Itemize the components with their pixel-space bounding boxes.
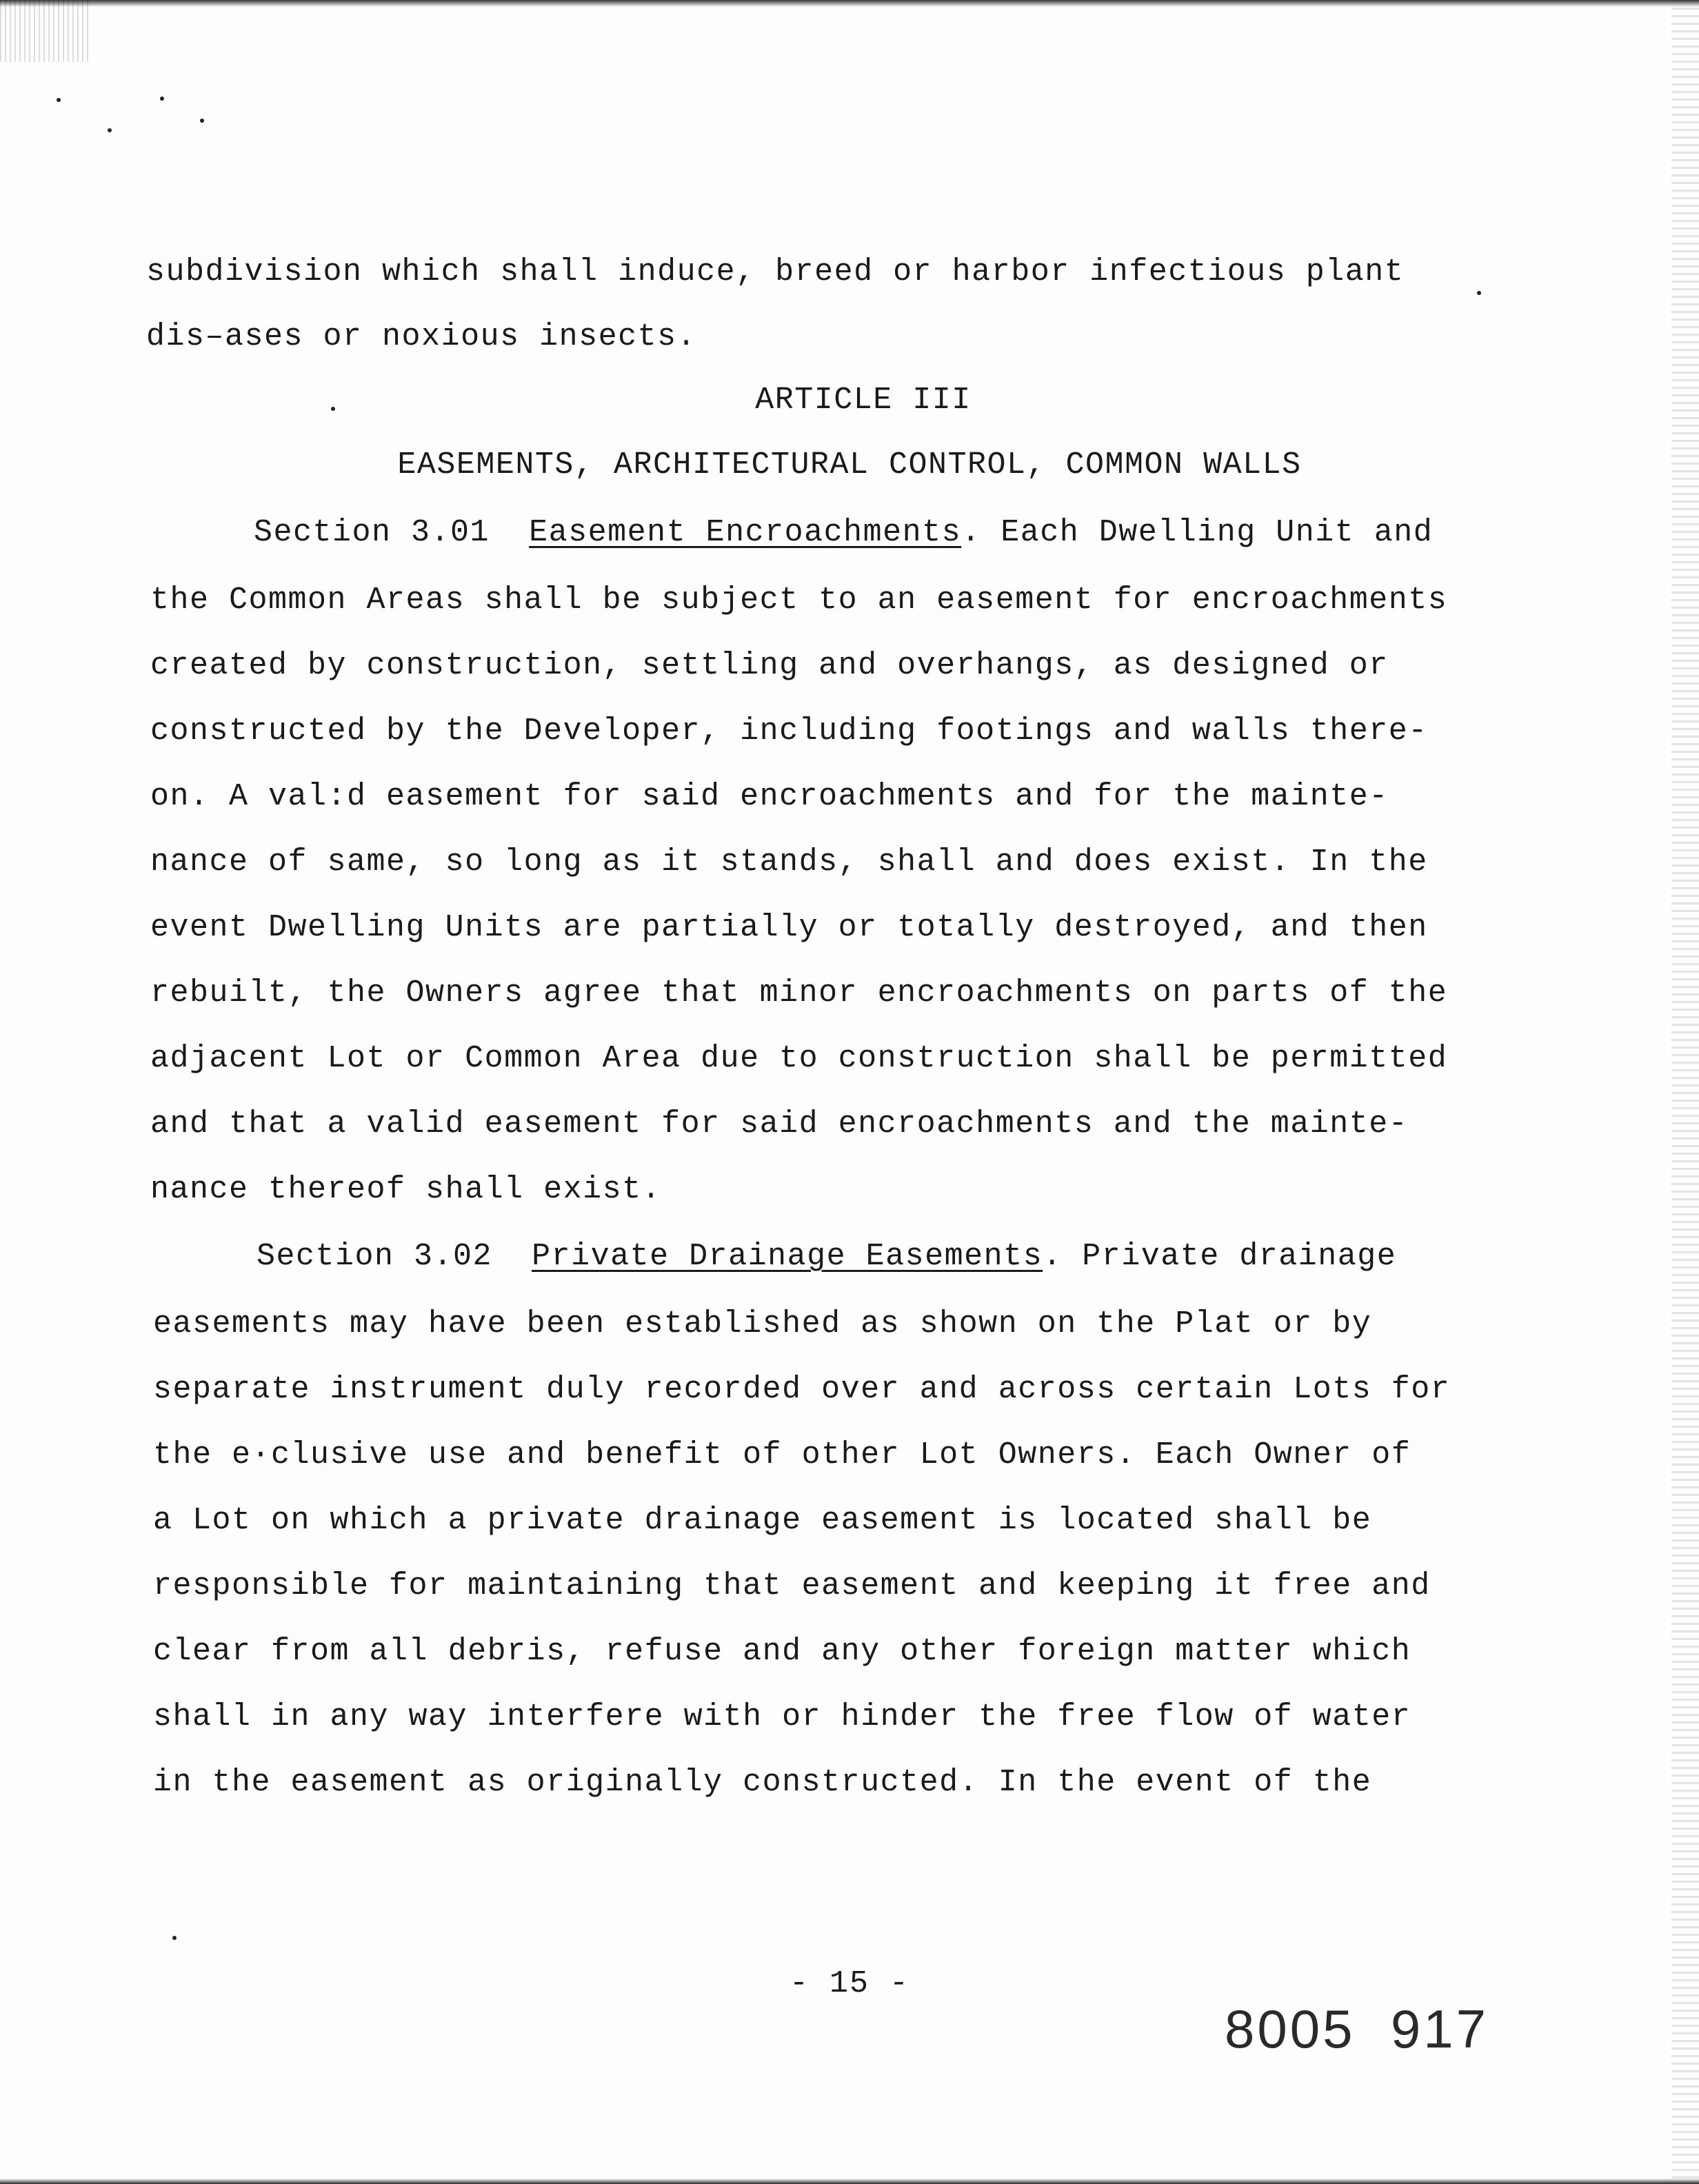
body-line: constructed by the Developer, including footings and walls there- bbox=[150, 714, 1428, 749]
body-line: separate instrument duly recorded over and across certain Lots for bbox=[153, 1372, 1451, 1407]
section-number: Section 3.01 bbox=[254, 515, 490, 550]
scan-corner-noise bbox=[0, 0, 90, 62]
body-line: subdivision which shall induce, breed or harbor infectious plant bbox=[146, 254, 1405, 290]
body-line: rebuilt, the Owners agree that minor encroachments on parts of the bbox=[150, 975, 1448, 1011]
scan-edge-bottom bbox=[0, 2178, 1699, 2184]
body-line: responsible for maintaining that easement and keeping it free and bbox=[153, 1568, 1431, 1604]
scan-speck bbox=[1477, 291, 1481, 295]
article-subtitle: EASEMENTS, ARCHITECTURAL CONTROL, COMMON WALLS bbox=[397, 447, 1302, 483]
body-line: adjacent Lot or Common Area due to construction shall be permitted bbox=[150, 1041, 1448, 1076]
body-line: shall in any way interfere with or hinder the free flow of water bbox=[153, 1699, 1411, 1735]
body-line: nance thereof shall exist. bbox=[150, 1172, 662, 1207]
scan-speck bbox=[160, 97, 164, 101]
section-first-line-rest: . Private drainage bbox=[1043, 1239, 1397, 1274]
body-line: clear from all debris, refuse and any other foreign matter which bbox=[153, 1634, 1411, 1669]
section-heading: Easement Encroachments bbox=[529, 515, 962, 550]
section-heading: Private Drainage Easements bbox=[532, 1239, 1043, 1274]
body-line: a Lot on which a private drainage easement is located shall be bbox=[153, 1503, 1372, 1538]
article-title: ARTICLE III bbox=[755, 383, 972, 418]
document-number: 8005 917 bbox=[1225, 1999, 1489, 2059]
section-3-02-first-line bbox=[257, 1241, 1396, 1272]
scan-edge-right bbox=[1671, 0, 1699, 2184]
body-line: event Dwelling Units are partially or totally destroyed, and then bbox=[150, 910, 1428, 945]
scan-edge-top bbox=[0, 0, 1699, 7]
page-number: - 15 - bbox=[789, 1966, 910, 2001]
section-3-01-first-line bbox=[254, 517, 1433, 548]
scan-speck bbox=[172, 1936, 177, 1940]
body-line: in the easement as originally constructed. In the event of the bbox=[153, 1765, 1372, 1800]
body-line: the e·clusive use and benefit of other Lot Owners. Each Owner of bbox=[153, 1437, 1411, 1473]
body-line: the Common Areas shall be subject to an easement for encroachments bbox=[150, 583, 1448, 618]
scan-speck bbox=[57, 98, 61, 102]
body-line: created by construction, settling and overhangs, as designed or bbox=[150, 648, 1389, 683]
scan-speck bbox=[200, 119, 204, 123]
body-line: easements may have been established as shown on the Plat or by bbox=[153, 1306, 1372, 1342]
section-first-line-rest: . Each Dwelling Unit and bbox=[961, 515, 1434, 550]
body-line: nance of same, so long as it stands, shall and does exist. In the bbox=[150, 845, 1428, 880]
body-line: dis–ases or noxious insects. bbox=[146, 319, 697, 354]
body-line: and that a valid easement for said encroachments and the mainte- bbox=[150, 1106, 1409, 1142]
body-line: on. A val:d easement for said encroachments and for the mainte- bbox=[150, 779, 1389, 814]
scan-speck bbox=[108, 128, 112, 132]
section-number: Section 3.02 bbox=[257, 1239, 493, 1274]
